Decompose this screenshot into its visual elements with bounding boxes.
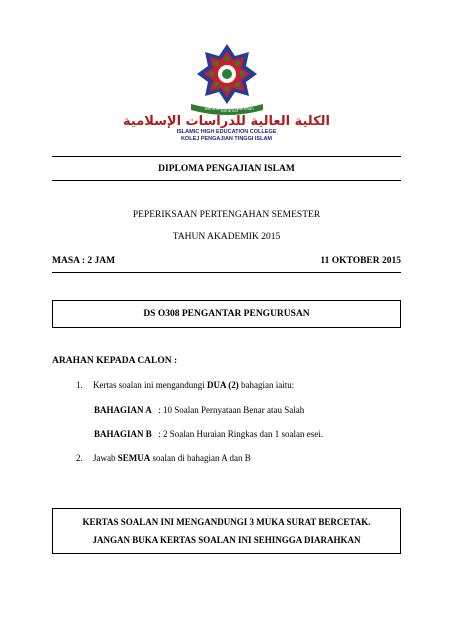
item-1-bold: DUA (2) (206, 380, 239, 390)
item-2-post: soalan di bahagian A dan B (152, 453, 251, 463)
part-a-row (94, 405, 304, 415)
course-title: DS O308 PENGANTAR PENGURUSAN (143, 309, 310, 319)
notice-box (52, 508, 401, 554)
third-rule (52, 272, 401, 273)
exam-duration: MASA : 2 JAM (52, 256, 116, 266)
item-2-pre: Jawab (93, 453, 116, 463)
part-a-label: BAHAGIAN A (94, 405, 152, 415)
notice-line-1: KERTAS SOALAN INI MENGANDUNGI 3 MUKA SURAT BERCETAK. (82, 517, 371, 527)
diploma-title: DIPLOMA PENGAJIAN ISLAM (158, 164, 295, 174)
academic-year: TAHUN AKADEMIK 2015 (172, 232, 281, 242)
college-name-en-line: ISLAMIC HIGH EDUCATION COLLEGE (176, 129, 277, 135)
item-2-number: 2. (76, 453, 83, 463)
college-name-ms-line: KOLEJ PENGAJIAN TINGGI ISLAM (180, 136, 273, 142)
second-rule (52, 180, 401, 181)
college-name-arabic: الكلية العالية للدراسات الإسلامية (123, 114, 330, 129)
notice-line-2: JANGAN BUKA KERTAS SOALAN INI SEHINGGA DIARAHKAN (92, 535, 361, 545)
part-b-row (94, 429, 323, 439)
top-rule (52, 156, 401, 157)
item-2-bold: SEMUA (117, 453, 151, 463)
part-b-label: BAHAGIAN B (94, 429, 152, 439)
item-1-number: 1. (76, 380, 83, 390)
college-emblem-icon (177, 40, 277, 118)
instruction-item-2 (76, 453, 251, 463)
part-b-text: : 2 Soalan Huraian Ringkas dan 1 soalan esei. (158, 429, 323, 439)
ribbon-mid-text: Beramal (220, 108, 238, 113)
course-box (52, 300, 401, 328)
college-name-english (0, 129, 453, 143)
ribbon-left-text: Berilmu (204, 106, 221, 111)
instructions-heading: ARAHAN KEPADA CALON : (52, 356, 178, 366)
exam-date: 11 OKTOBER 2015 (320, 256, 401, 266)
instruction-item-1 (76, 380, 294, 390)
exam-title: PEPERIKSAAN PERTENGAHAN SEMESTER (132, 210, 321, 220)
item-1-pre: Kertas soalan ini mengandungi (93, 380, 205, 390)
part-a-text: : 10 Soalan Pernyataan Benar atau Salah (158, 405, 305, 415)
ribbon-right-text: Beriman (236, 106, 254, 111)
item-1-post: bahagian iaitu: (240, 380, 295, 390)
